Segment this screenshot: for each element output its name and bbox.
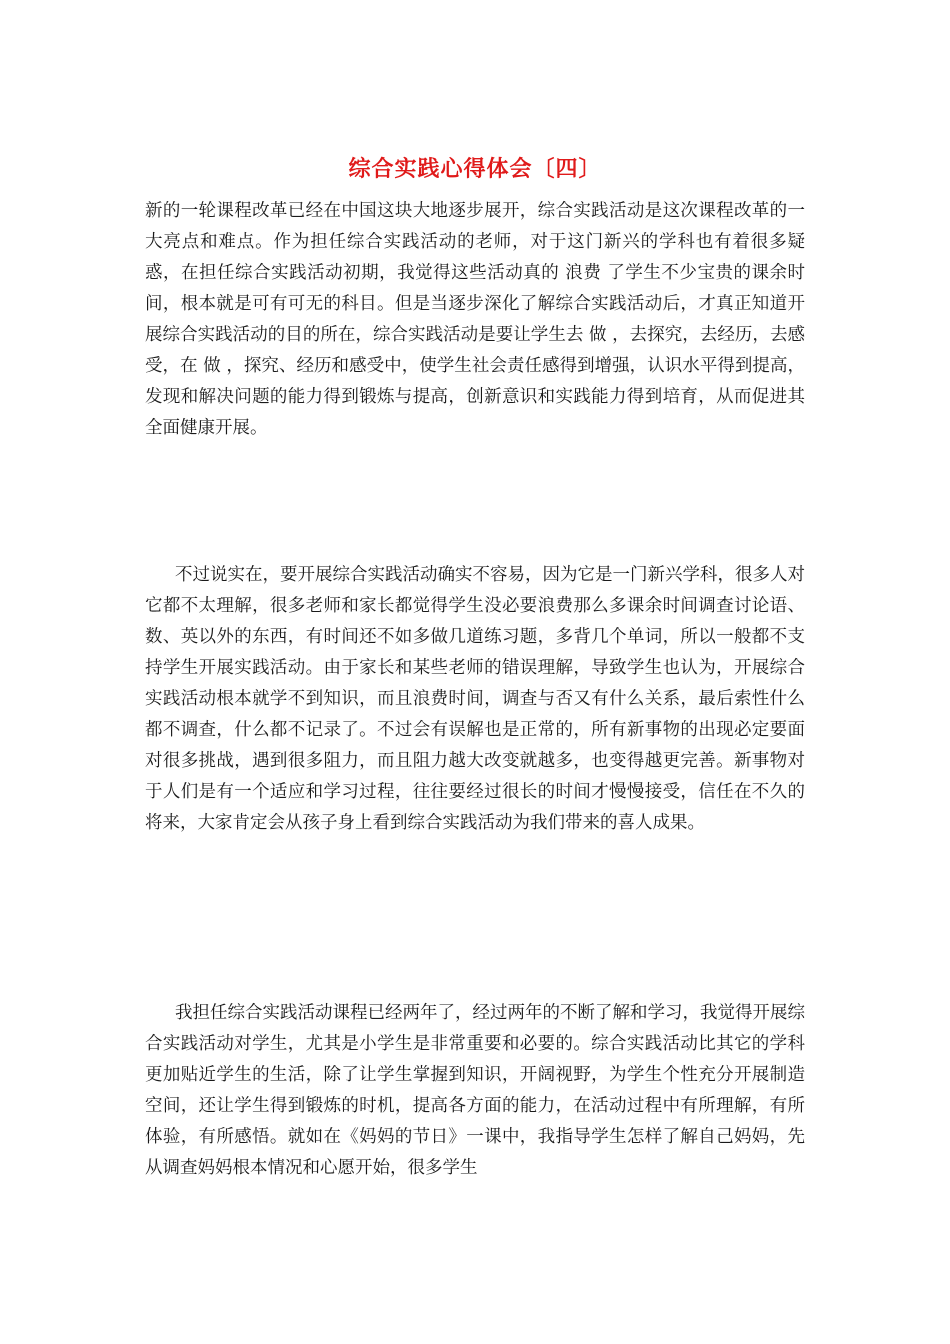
paragraph-2: 不过说实在，要开展综合实践活动确实不容易，因为它是一门新兴学科，很多人对它都不太理解，很多老师和家长都觉得学生没必要浪费那么多课余时间调查讨论语、数、英以外的东西，有时间还不如多做几道练习题，多背几个单词，所以一般都不支持学生开展实践活动。由于家长和某些老师的错误理解，导致学生也认为，开展综合实践活动根本就学不到知识，而且浪费时间，调查与否又有什么关系，最后索性什么都不调查，什么都不记录了。不过会有误解也是正常的，所有新事物的出现必定要面对很多挑战，遇到很多阻力，而且阻力越大改变就越多，也变得越更完善。新事物对于人们是有一个适应和学习过程，往往要经过很长的时间才慢慢接受，信任在不久的将来，大家肯定会从孩子身上看到综合实践活动为我们带来的喜人成果。	[145, 565, 805, 833]
paragraph-1: 新的一轮课程改革已经在中国这块大地逐步展开，综合实践活动是这次课程改革的一大亮点和难点。作为担任综合实践活动的老师，对于这门新兴的学科也有着很多疑惑，在担任综合实践活动初期，我觉得这些活动真的 浪费 了学生不少宝贵的课余时间，根本就是可有可无的科目。但是当逐步深化了解综合实践活动后，才真正知道开展综合实践活动的目的所在，综合实践活动是要让学生去 做 ，去探究，去经历，去感受，在 做 ，探究、经历和感受中，使学生社会责任感得到增强，认识水平得到提高，发现和解决问题的能力得到锻炼与提高，创新意识和实践能力得到培育，从而促进其全面健康开展。	[145, 201, 805, 438]
paragraph-3: 我担任综合实践活动课程已经两年了，经过两年的不断了解和学习，我觉得开展综合实践活动对学生，尤其是小学生是非常重要和必要的。综合实践活动比其它的学科更加贴近学生的生活，除了让学生掌握到知识，开阔视野，为学生个性充分开展制造空间，还让学生得到锻炼的时机，提高各方面的能力，在活动过程中有所理解，有所体验，有所感悟。就如在《妈妈的节日》一课中，我指导学生怎样了解自己妈妈，先从调查妈妈根本情况和心愿开始，很多学生	[145, 1003, 805, 1178]
document-title: 综合实践心得体会〔四〕	[348, 156, 602, 182]
